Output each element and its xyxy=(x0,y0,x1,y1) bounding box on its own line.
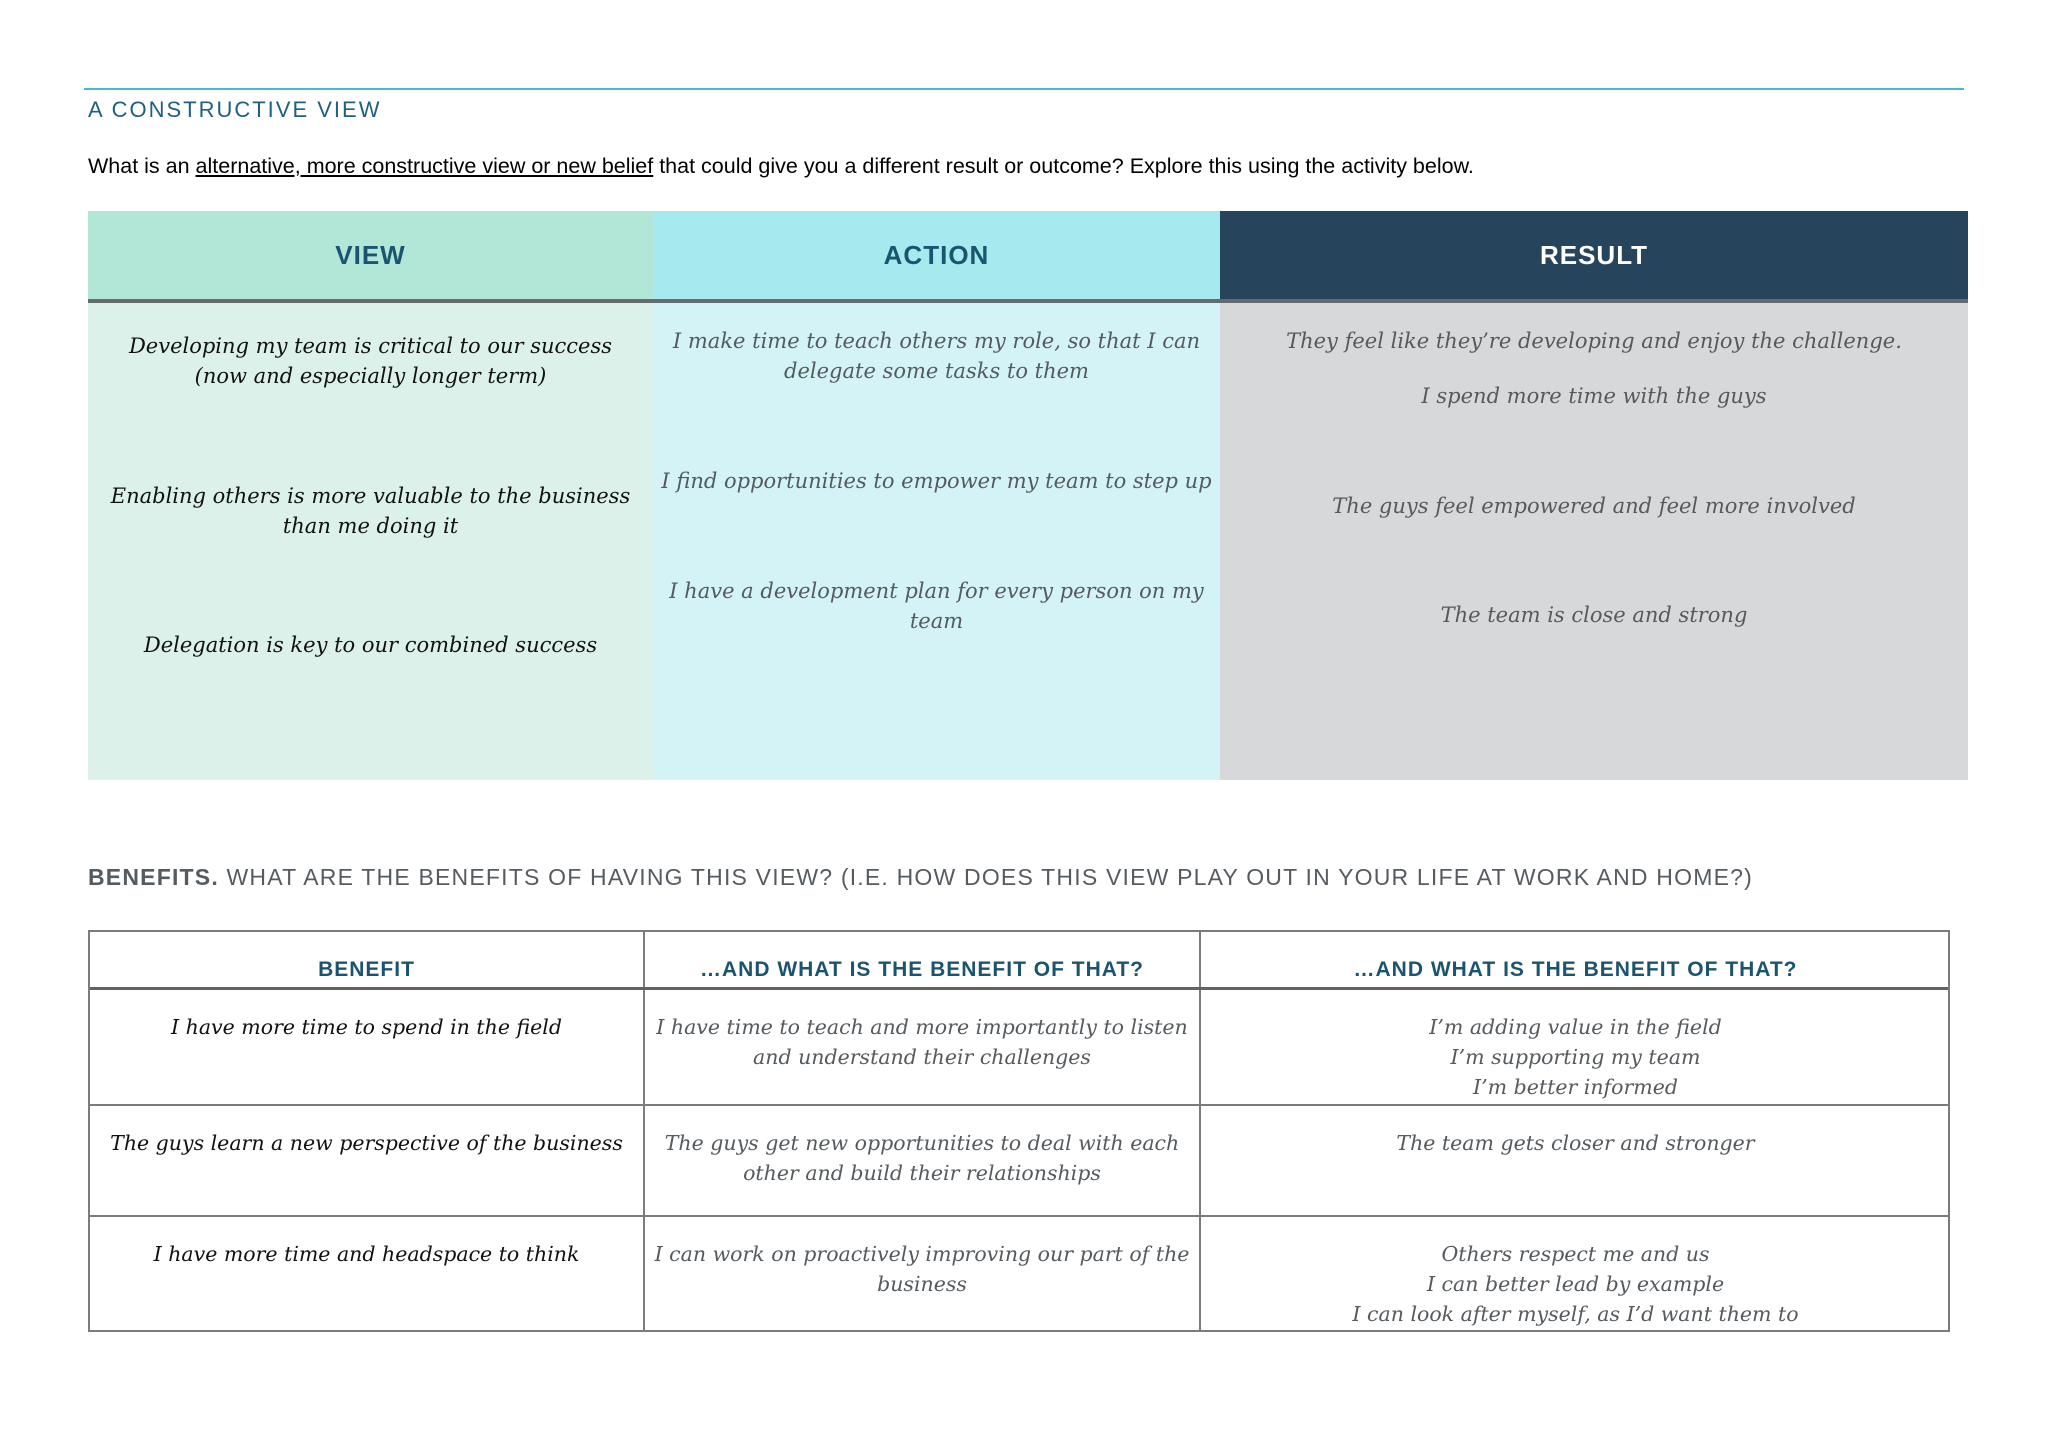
cell-line: I’m adding value in the field xyxy=(1429,1015,1722,1039)
intro-text xyxy=(88,154,1474,179)
action-line-5: team xyxy=(909,609,964,633)
header-row-divider xyxy=(90,987,1948,990)
cell-line: I can look after myself, as I’d want them to xyxy=(1352,1302,1799,1326)
cell-line: and understand their challenges xyxy=(753,1045,1091,1069)
benefit-of-that-header-2: …AND WHAT IS THE BENEFIT OF THAT? xyxy=(1353,958,1798,981)
cell-line: The guys learn a new perspective of the business xyxy=(110,1131,623,1155)
view-line-3: Enabling others is more valuable to the business xyxy=(110,484,631,508)
view-line-5: Delegation is key to our combined success xyxy=(143,633,598,657)
table-cell xyxy=(90,1239,643,1269)
intro-underlined: alternative, more constructive view or new belief xyxy=(195,154,654,178)
row-divider xyxy=(90,1104,1948,1106)
table-cell xyxy=(1201,1012,1950,1102)
action-line-4: I have a development plan for every person on my xyxy=(669,579,1204,603)
result-column xyxy=(1220,211,1968,780)
action-column xyxy=(653,211,1220,780)
top-rule xyxy=(84,88,1964,90)
cell-line: I’m supporting my team xyxy=(1450,1045,1701,1069)
table-cell xyxy=(645,1012,1199,1072)
result-line-2: I spend more time with the guys xyxy=(1421,384,1767,408)
benefit-of-that-header: …AND WHAT IS THE BENEFIT OF THAT? xyxy=(699,958,1145,981)
table-cell xyxy=(90,1128,643,1158)
view-body xyxy=(88,303,653,780)
cell-line: Others respect me and us xyxy=(1441,1242,1710,1266)
benefits-heading-bold: BENEFITS. xyxy=(88,864,219,890)
result-line-3: The guys feel empowered and feel more involved xyxy=(1332,494,1856,518)
benefits-table xyxy=(88,930,1950,1332)
intro-after: that could give you a different result or outcome? Explore this using the activity below. xyxy=(653,154,1474,178)
view-action-result-table xyxy=(88,211,1968,780)
result-header: RESULT xyxy=(1220,211,1968,299)
view-line-1: Developing my team is critical to our success xyxy=(128,334,613,358)
intro-before: What is an xyxy=(88,154,196,178)
cell-line: I have more time and headspace to think xyxy=(153,1242,580,1266)
cell-line: The team gets closer and stronger xyxy=(1396,1131,1755,1155)
action-line-3: I find opportunities to empower my team to step up xyxy=(661,469,1212,493)
table-cell xyxy=(1201,1128,1950,1158)
result-line-4: The team is close and strong xyxy=(1440,603,1748,627)
cell-line: I can better lead by example xyxy=(1426,1272,1725,1296)
view-line-2: (now and especially longer term) xyxy=(194,364,547,388)
benefits-heading xyxy=(88,864,1753,891)
cell-line: I can work on proactively improving our part of the xyxy=(654,1242,1190,1266)
row-divider xyxy=(90,1215,1948,1217)
action-line-2: delegate some tasks to them xyxy=(784,359,1089,383)
table-cell xyxy=(645,1128,1199,1188)
table-cell xyxy=(645,1239,1199,1299)
result-body xyxy=(1220,303,1968,780)
cell-line: I have more time to spend in the field xyxy=(171,1015,562,1039)
action-line-1: I make time to teach others my role, so that I can xyxy=(672,329,1201,353)
result-line-1: They feel like they’re developing and enjoy the challenge. xyxy=(1286,329,1902,353)
benefits-heading-rest: WHAT ARE THE BENEFITS OF HAVING THIS VIEW? (I.E. HOW DOES THIS VIEW PLAY OUT IN YOUR LIFE AT WORK AND HOME?) xyxy=(218,864,1753,890)
cell-line: I’m better informed xyxy=(1473,1075,1678,1099)
view-column xyxy=(88,211,653,780)
cell-line: other and build their relationships xyxy=(743,1161,1101,1185)
cell-line: The guys get new opportunities to deal with each xyxy=(664,1131,1180,1155)
table-cell xyxy=(1201,1239,1950,1329)
cell-line: business xyxy=(877,1272,967,1296)
cell-line: I have time to teach and more importantly to listen xyxy=(656,1015,1188,1039)
view-line-4: than me doing it xyxy=(282,514,459,538)
action-body xyxy=(653,303,1220,780)
action-header: ACTION xyxy=(653,211,1220,299)
section-heading: A CONSTRUCTIVE VIEW xyxy=(88,97,382,122)
benefit-column-header: BENEFIT xyxy=(318,958,415,981)
table-cell xyxy=(90,1012,643,1042)
view-header: VIEW xyxy=(88,211,653,299)
